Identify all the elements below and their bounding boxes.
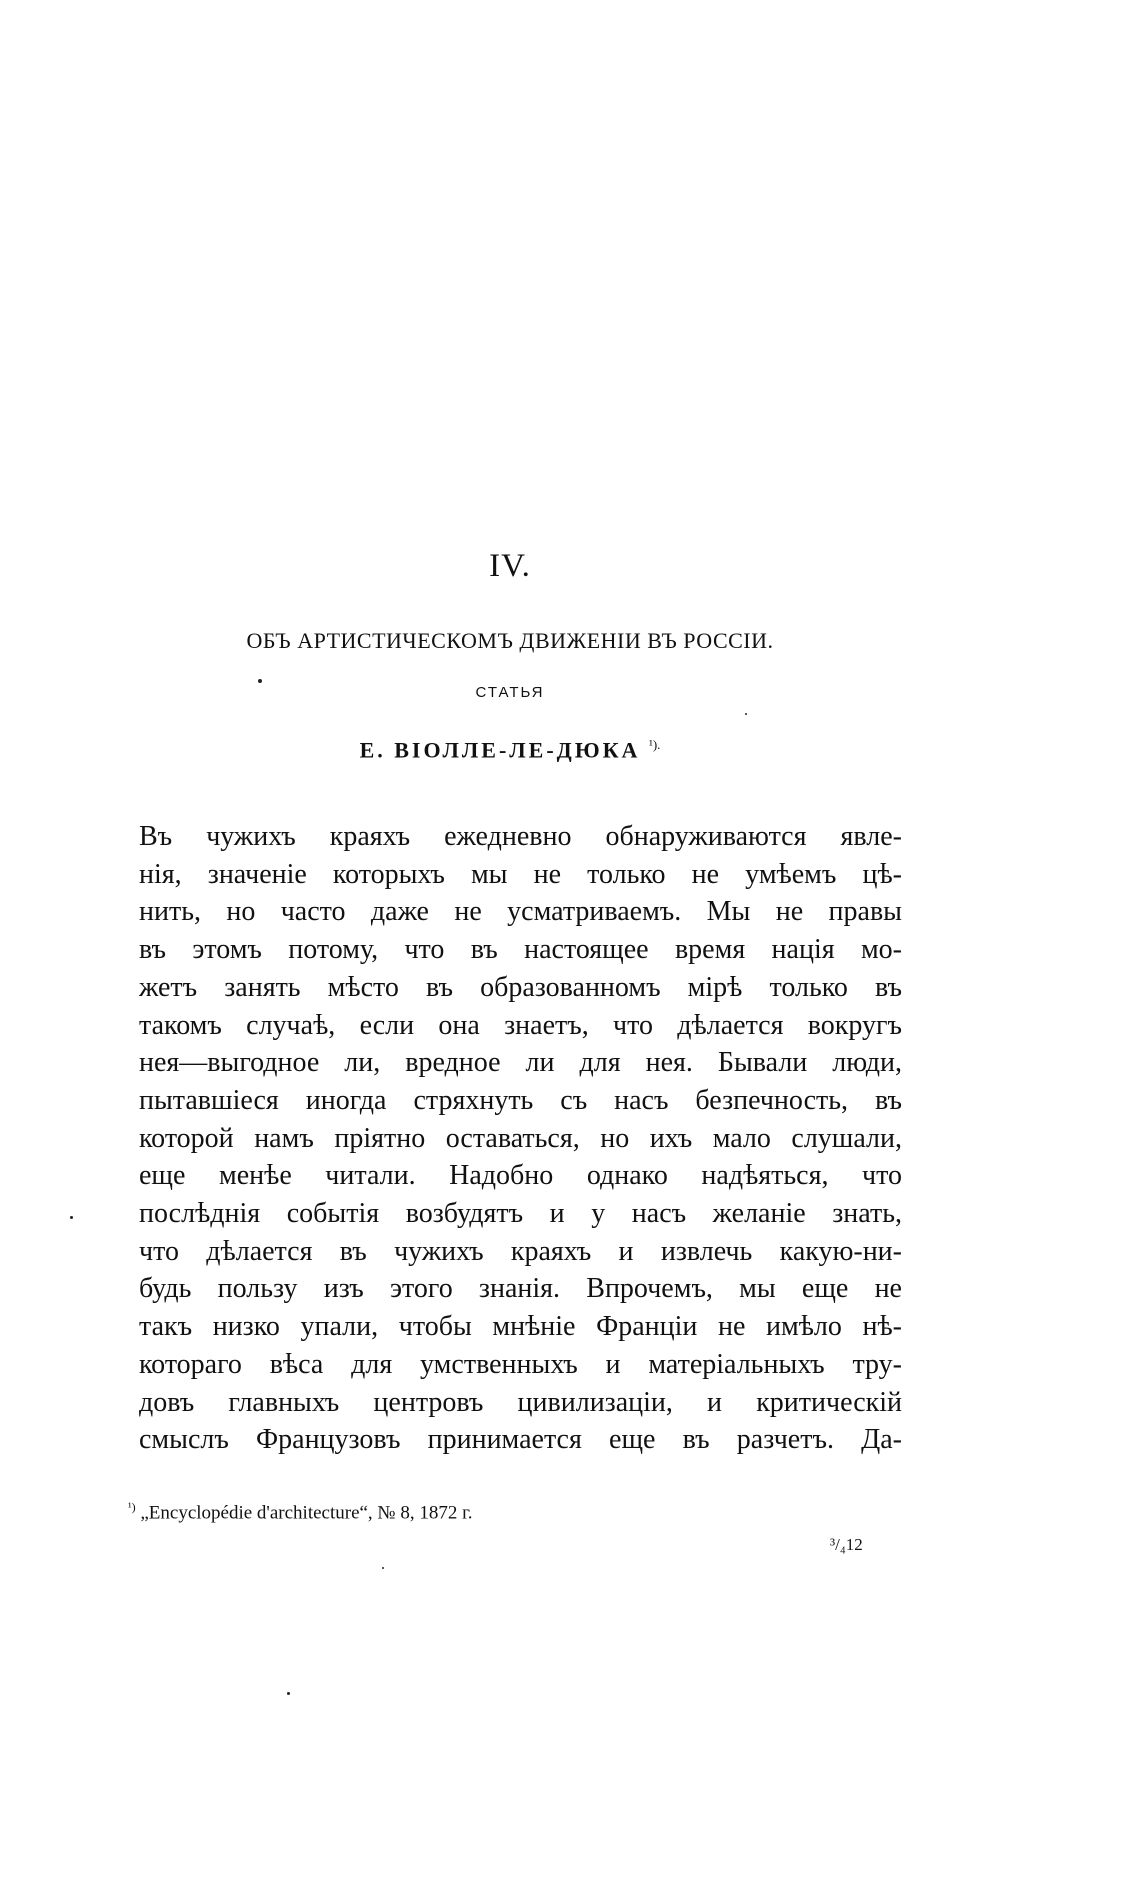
footnote (128, 1500, 472, 1524)
text-line: будь пользу изъ этого знанія. Впрочемъ, мы еще не (139, 1273, 902, 1305)
article-label: СТАТЬЯ (475, 684, 545, 701)
text-line: нея—выгодное ли, вредное ли для нея. Бывали люди, (139, 1047, 902, 1079)
scan-speck (287, 1692, 290, 1695)
text-line: нія, значеніе которыхъ мы не только не умѣемъ цѣ- (139, 858, 902, 890)
author-line (0, 737, 1020, 763)
article-title: ОБЪ АРТИСТИЧЕСКОМЪ ДВИЖЕНІИ ВЪ РОССІИ. (246, 628, 774, 653)
text-line: такъ низко упали, чтобы мнѣніе Франціи не имѣло нѣ- (139, 1311, 902, 1343)
text-line: которой намъ пріятно оставаться, но ихъ мало слушали, (139, 1122, 902, 1154)
chapter-number: IV. (489, 548, 531, 584)
author-name: Е. ВІОЛЛЕ-ЛЕ-ДЮКА (359, 737, 641, 763)
text-line: въ этомъ потому, что въ настоящее время нація мо- (139, 934, 902, 966)
scan-speck (258, 679, 262, 683)
text-line: нить, но часто даже не усматриваемъ. Мы не правы (139, 896, 902, 928)
text-line: пытавшіеся иногда стряхнуть съ насъ безпечность, въ (139, 1084, 902, 1116)
footnote-text: „Encyclopédie d'architecture“, № 8, 1872 г. (140, 1502, 473, 1524)
scan-speck (70, 1216, 73, 1219)
footnote-marker: ¹) (128, 1500, 136, 1514)
text-line: жетъ занять мѣсто въ образованномъ мірѣ только въ (139, 971, 902, 1003)
text-line: что дѣлается въ чужихъ краяхъ и извлечь какую-ни- (139, 1235, 902, 1267)
scan-speck (382, 1567, 384, 1569)
text-line: еще менѣе читали. Надобно однако надѣяться, что (139, 1160, 902, 1192)
text-line: послѣднія событія возбудятъ и у насъ желаніе знать, (139, 1198, 902, 1230)
body-paragraph (139, 818, 902, 1459)
text-line: смыслъ Французовъ принимается еще въ разчетъ. Да- (139, 1424, 902, 1456)
text-line: довъ главныхъ центровъ цивилизаціи, и критическій (139, 1386, 902, 1418)
text-line: котораго вѣса для умственныхъ и матеріальныхъ тру- (139, 1348, 902, 1380)
text-line: такомъ случаѣ, если она знаетъ, что дѣлается вокругъ (139, 1009, 902, 1041)
text-line: Въ чужихъ краяхъ ежедневно обнаруживаются явле- (139, 821, 902, 852)
printer-signature-mark: ³/₄12 (830, 1535, 863, 1554)
author-footnote-ref: ¹). (648, 737, 661, 752)
scan-speck (745, 713, 747, 715)
